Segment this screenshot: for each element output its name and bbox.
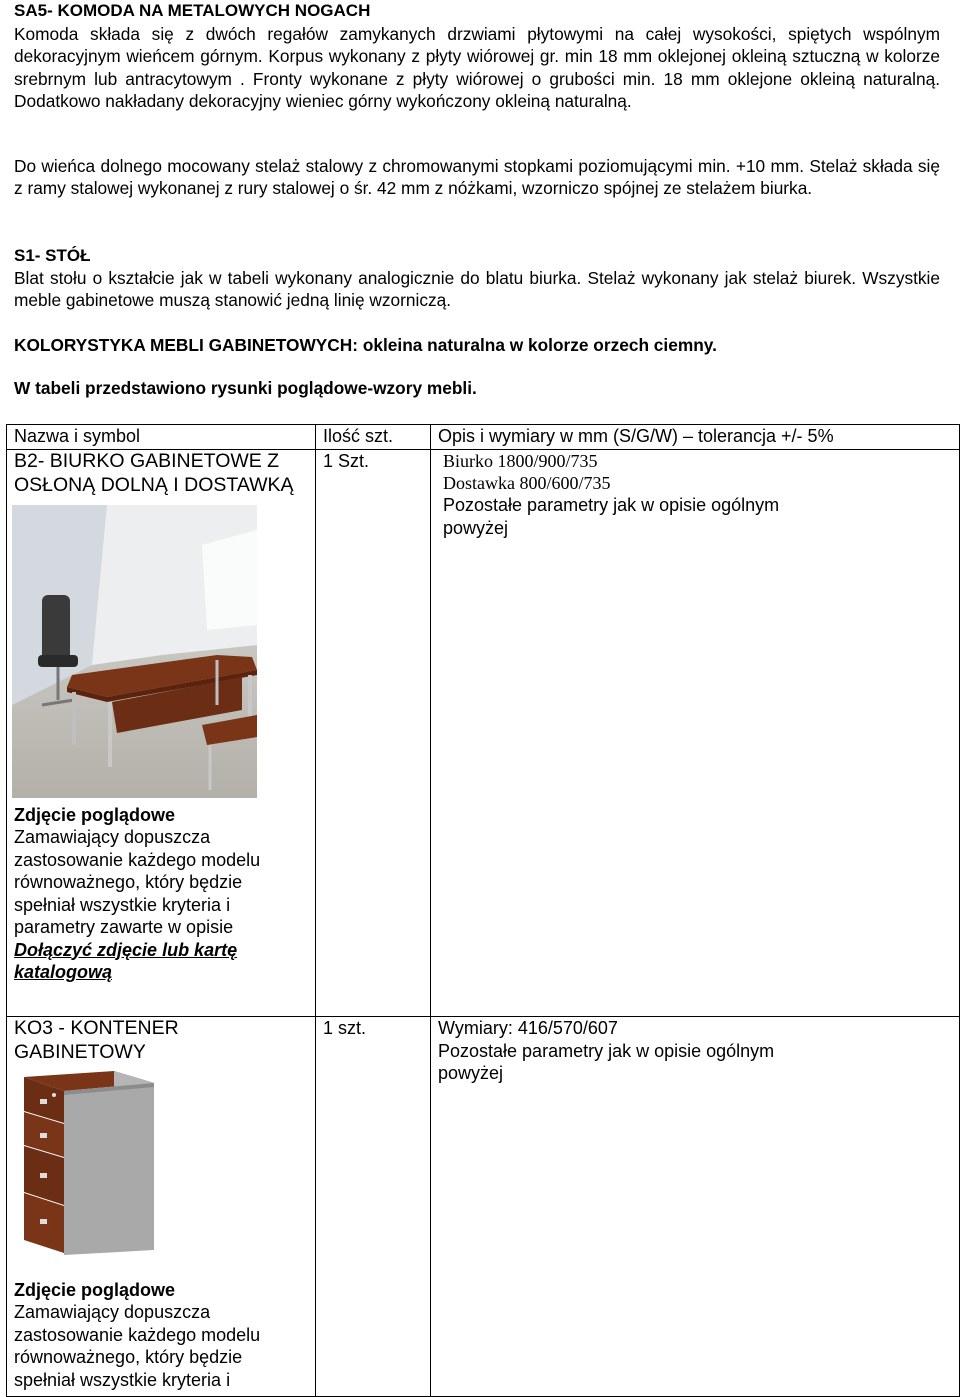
item-quantity: 1 Szt. [323, 451, 370, 471]
row-name-cell [7, 450, 316, 1017]
photo-label: Zdjęcie poglądowe [14, 804, 176, 825]
photo-label: Zdjęcie poglądowe [14, 1279, 176, 1300]
item-name: B2- BIURKO GABINETOWE Z OSŁONĄ DOLNĄ I DOSTAWKĄ [14, 450, 294, 496]
desc-other-params: Pozostałe parametry jak w opisie ogólnym powyżej [443, 495, 780, 538]
drawer-container-photo-icon [14, 1065, 315, 1273]
header-description: Opis i wymiary w mm (S/G/W) – tolerancja +/- 5% [431, 425, 960, 450]
table-row [7, 1017, 960, 1397]
row-description-cell [431, 450, 960, 1017]
office-desk-photo-icon [12, 505, 315, 804]
desc-other-params: Pozostałe parametry jak w opisie ogólnym powyżej [438, 1040, 775, 1083]
table-intro: W tabeli przedstawiono rysunki poglądowe-wzory mebli. [14, 378, 477, 398]
furniture-spec-table [6, 424, 960, 1397]
stelaz-description: Do wieńca dolnego mocowany stelaż stalowy z chromowanymi stopkami poziomującymi min. +10 mm. Stelaż składa się z ramy stalowej wykonanej z rury stalowej o śr. 42 mm z nóżkami, wzorniczo spójnej ze stelażem biurka. [14, 156, 940, 199]
equivalence-note: Zamawiający dopuszcza zastosowanie każdego modelu równoważnego, który będzie spełniał wszystkie kryteria i parametry zawarte w opisie [14, 827, 261, 937]
item-name: KO3 - KONTENER GABINETOWY [14, 1017, 179, 1063]
desc-container-dimensions: Wymiary: 416/570/607 [438, 1018, 618, 1038]
row-qty-cell [316, 450, 431, 1017]
table-header-row [7, 425, 960, 450]
section-title-s1: S1- STÓŁ [14, 246, 91, 265]
header-qty: Ilość szt. [316, 425, 431, 450]
desc-extension-dimensions: Dostawka 800/600/735 [443, 473, 611, 493]
desc-desk-dimensions: Biurko 1800/900/735 [443, 451, 598, 471]
row-qty-cell [316, 1017, 431, 1397]
stol-description: Blat stołu o kształcie jak w tabeli wykonany analogicznie do blatu biurka. Stelaż wykonany jak stelaż biurek. Wszystkie meble gabinetowe muszą stanowić jedną linię wzorniczą. [14, 268, 940, 311]
attach-catalog-note: Dołączyć zdjęcie lub kartę katalogową [14, 939, 238, 982]
equivalence-note: Zamawiający dopuszcza zastosowanie każdego modelu równoważnego, który będzie spełniał wszystkie kryteria i [14, 1302, 261, 1390]
header-name: Nazwa i symbol [7, 425, 316, 450]
table-row [7, 450, 960, 1017]
row-description-cell [431, 1017, 960, 1397]
item-quantity: 1 szt. [323, 1018, 367, 1038]
row-name-cell [7, 1017, 316, 1397]
kolorystyka-note: KOLORYSTYKA MEBLI GABINETOWYCH: okleina naturalna w kolorze orzech ciemny. [14, 335, 717, 355]
komoda-description: Komoda składa się z dwóch regałów zamykanych drzwiami płytowymi na całej wysokości, spiętych wspólnym dekoracyjnym wieńcem górnym. Korpus wykonany z płyty wiórowej gr. min 18 mm oklejonej okleiną sztuczną w kolorze srebrnym lub antracytowym . Fronty wykonane z płyty wiórowej o grubości min. 18 mm oklejone okleiną naturalną. Dodatkowo nakładany dekoracyjny wieniec górny wykończony okleiną naturalną. [14, 24, 940, 112]
section-title-sa5: SA5- KOMODA NA METALOWYCH NOGACH [14, 1, 371, 20]
